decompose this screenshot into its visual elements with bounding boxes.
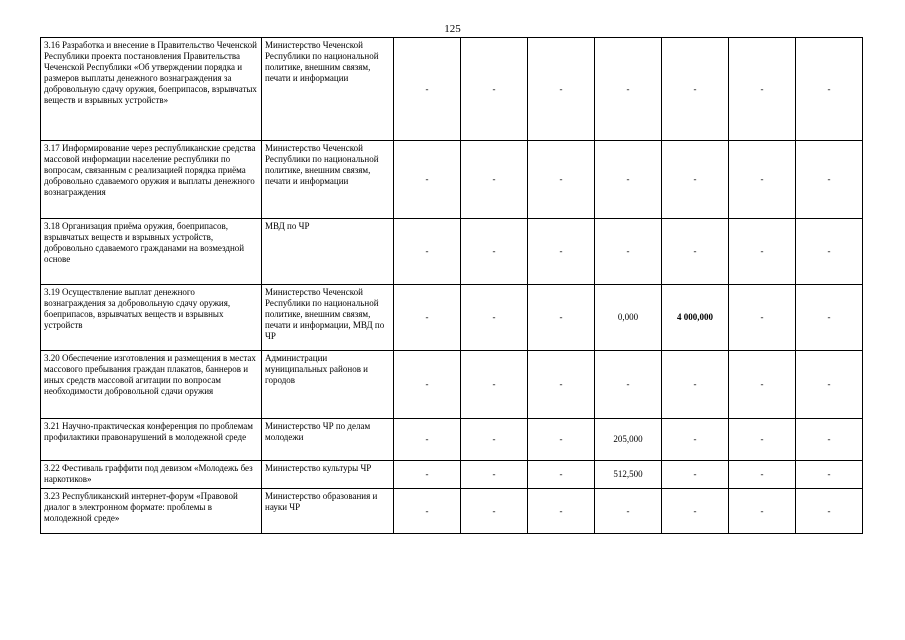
value-cell: - <box>394 285 461 351</box>
activity-description: 3.17 Информирование через республиканские средства массовой информации население республики по вопросам, связанным с реализацией порядка приёма добровольно сдаваемого оружия и выплаты денежного вознаграждения <box>41 141 262 219</box>
value-cell: - <box>796 461 863 489</box>
value-cell: - <box>528 489 595 534</box>
table-row <box>41 219 863 285</box>
executor-cell: Администрации муниципальных районов и городов <box>262 351 394 419</box>
activity-description: 3.22 Фестиваль граффити под девизом «Молодежь без наркотиков» <box>41 461 262 489</box>
executor-cell: Министерство образования и науки ЧР <box>262 489 394 534</box>
value-cell: - <box>461 419 528 461</box>
value-cell: - <box>461 285 528 351</box>
value-cell: - <box>595 489 662 534</box>
value-cell: - <box>528 461 595 489</box>
page-number: 125 <box>444 23 461 35</box>
table-row <box>41 351 863 419</box>
value-cell: - <box>729 219 796 285</box>
value-cell: - <box>595 141 662 219</box>
value-cell: 205,000 <box>595 419 662 461</box>
value-cell: - <box>394 351 461 419</box>
executor-cell: МВД по ЧР <box>262 219 394 285</box>
value-cell: - <box>729 285 796 351</box>
value-cell: - <box>461 141 528 219</box>
value-cell: - <box>528 285 595 351</box>
activity-description: 3.23 Республиканский интернет-форум «Правовой диалог в электронном формате: проблемы в молодежной среде» <box>41 489 262 534</box>
value-cell: - <box>796 419 863 461</box>
value-cell: - <box>662 419 729 461</box>
value-cell: - <box>796 38 863 141</box>
value-cell: - <box>461 219 528 285</box>
value-cell: 0,000 <box>595 285 662 351</box>
value-cell: - <box>528 38 595 141</box>
value-cell: - <box>662 219 729 285</box>
activity-description: 3.16 Разработка и внесение в Правительство Чеченской Республики проекта постановления Правительства Чеченской Республики «Об утверждении порядка и размеров выплаты денежного вознаграждения за добровольную сдачу оружия, боеприпасов, взрывчатых веществ и взрывных устройств» <box>41 38 262 141</box>
value-cell: 4 000,000 <box>662 285 729 351</box>
executor-cell: Министерство ЧР по делам молодежи <box>262 419 394 461</box>
value-cell: - <box>729 489 796 534</box>
value-cell: - <box>394 461 461 489</box>
table-row <box>41 38 863 141</box>
executor-cell: Министерство культуры ЧР <box>262 461 394 489</box>
value-cell: - <box>729 419 796 461</box>
value-cell: 512,500 <box>595 461 662 489</box>
value-cell: - <box>662 351 729 419</box>
activity-description: 3.20 Обеспечение изготовления и размещения в местах массового пребывания граждан плакатов, баннеров и иных средств массовой агитации по вопросам необходимости добровольной сдачи оружия <box>41 351 262 419</box>
value-cell: - <box>528 351 595 419</box>
value-cell: - <box>595 38 662 141</box>
value-cell: - <box>796 219 863 285</box>
value-cell: - <box>461 489 528 534</box>
value-cell: - <box>461 38 528 141</box>
value-cell: - <box>729 38 796 141</box>
value-cell: - <box>662 461 729 489</box>
value-cell: - <box>394 489 461 534</box>
table-row <box>41 141 863 219</box>
program-table <box>40 37 863 534</box>
value-cell: - <box>662 489 729 534</box>
value-cell: - <box>528 419 595 461</box>
value-cell: - <box>528 141 595 219</box>
value-cell: - <box>595 351 662 419</box>
value-cell: - <box>394 141 461 219</box>
value-cell: - <box>729 351 796 419</box>
value-cell: - <box>729 141 796 219</box>
value-cell: - <box>528 219 595 285</box>
executor-cell: Министерство Чеченской Республики по национальной политике, внешним связям, печати и информации, МВД по ЧР <box>262 285 394 351</box>
value-cell: - <box>394 219 461 285</box>
executor-cell: Министерство Чеченской Республики по национальной политике, внешним связям, печати и информации <box>262 38 394 141</box>
activity-description: 3.19 Осуществление выплат денежного вознаграждения за добровольную сдачу оружия, боеприпасов, взрывчатых веществ и взрывных устройств <box>41 285 262 351</box>
activity-description: 3.21 Научно-практическая конференция по проблемам профилактики правонарушений в молодежной среде <box>41 419 262 461</box>
value-cell: - <box>394 38 461 141</box>
value-cell: - <box>796 141 863 219</box>
value-cell: - <box>461 461 528 489</box>
value-cell: - <box>595 219 662 285</box>
value-cell: - <box>796 351 863 419</box>
executor-cell: Министерство Чеченской Республики по национальной политике, внешним связям, печати и информации <box>262 141 394 219</box>
value-cell: - <box>662 38 729 141</box>
value-cell: - <box>461 351 528 419</box>
table-row <box>41 419 863 461</box>
table-row <box>41 461 863 489</box>
value-cell: - <box>729 461 796 489</box>
value-cell: - <box>796 285 863 351</box>
value-cell: - <box>796 489 863 534</box>
value-cell: - <box>394 419 461 461</box>
value-cell: - <box>662 141 729 219</box>
table-row <box>41 489 863 534</box>
table-row <box>41 285 863 351</box>
activity-description: 3.18 Организация приёма оружия, боеприпасов, взрывчатых веществ и взрывных устройств, добровольно сдаваемого гражданами на возмездной основе <box>41 219 262 285</box>
